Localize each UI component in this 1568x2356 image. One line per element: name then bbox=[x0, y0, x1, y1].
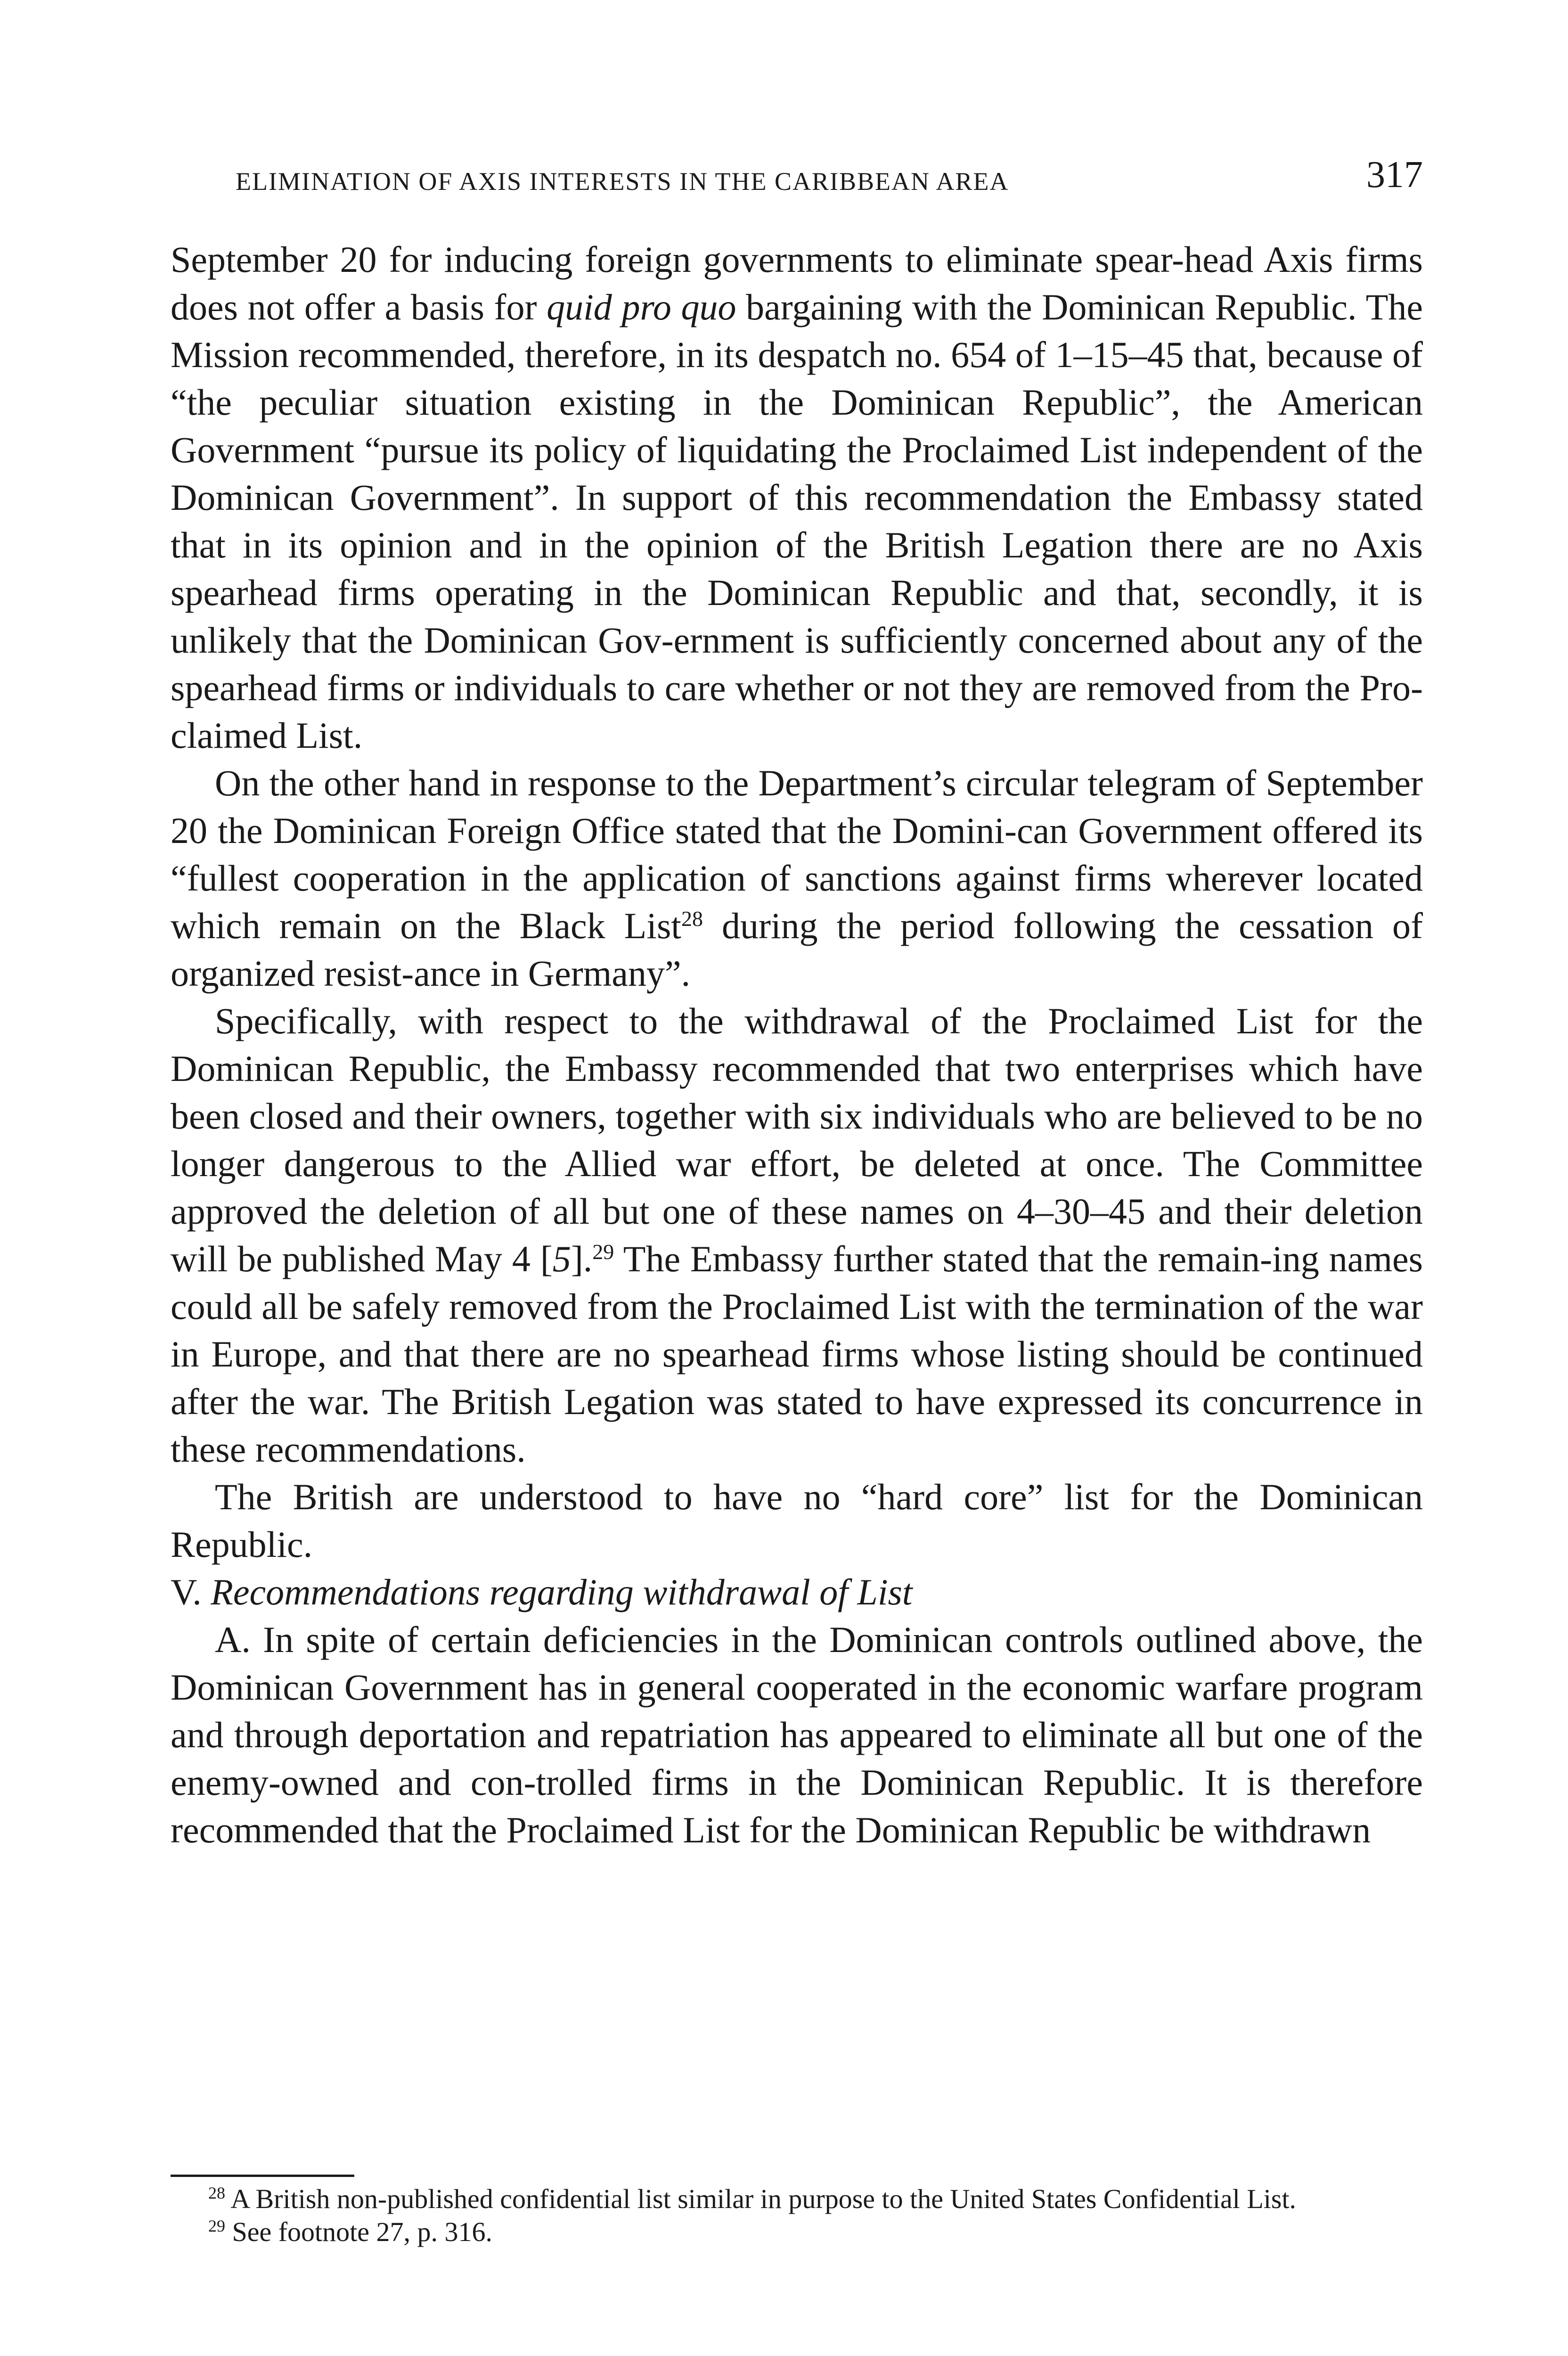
footnote-text: See footnote 27, p. 316. bbox=[232, 2217, 493, 2247]
text-run: A. In spite of certain deficiencies in the Dominican controls outlined above, the Dominican Government has in general cooperated in the economic warfare program and through deportation and repatriation has appeared to eliminate all but one of the enemy-owned and con-trolled firms in the Dominican Republic. It is therefore recommended that the Proclaimed List for the Dominican Republic be withdrawn bbox=[171, 1619, 1423, 1850]
text-run: The British are understood to have no “hard core” list for the Dominican Republic. bbox=[171, 1476, 1423, 1565]
body-text bbox=[171, 236, 1423, 1854]
paragraph bbox=[171, 1616, 1423, 1854]
paragraph bbox=[171, 236, 1423, 759]
text-run: bargaining with the Dominican Republic. The Mission recommended, therefore, in its despatch no. 654 of 1–15–45 that, because of “the peculiar situation existing in the Dominican Republic”, the American Government “pursue its policy of liquidating the Proclaimed List independent of the Dominican Government”. In support of this recommendation the Embassy stated that in its opinion and in the opinion of the British Legation there are no Axis spearhead firms operating in the Dominican Republic and that, secondly, it is unlikely that the Dominican Gov-ernment is sufficiently concerned about any of the spearhead firms or individuals to care whether or not they are removed from the Pro-claimed List. bbox=[171, 286, 1423, 756]
footnote-rule bbox=[171, 2175, 354, 2177]
text-run: ]. bbox=[571, 1238, 593, 1279]
footnote bbox=[171, 2216, 1423, 2249]
text-run: September 20 for inducing foreign governments to eliminate spear-head Axis firms does not offer a basis for bbox=[171, 239, 1423, 327]
footnote bbox=[171, 2183, 1423, 2216]
running-head-title: ELIMINATION OF AXIS INTERESTS IN THE CARIBBEAN AREA bbox=[236, 167, 1009, 196]
text-run: On the other hand in response to the Department’s circular telegram of September 20 the Dominican Foreign Office stated that the Domini-can Government offered its “fullest cooperation in the application of sanctions against firms wherever located which remain on the Black List bbox=[171, 762, 1423, 946]
paragraph bbox=[171, 1473, 1423, 1568]
footnote-marker: 28 bbox=[208, 2184, 225, 2202]
footnote-text: A British non-published confidential list similar in purpose to the United States Confidential List. bbox=[230, 2184, 1297, 2214]
running-head bbox=[236, 151, 1423, 203]
paragraph bbox=[171, 997, 1423, 1473]
section-title: Recommendations regarding withdrawal of List bbox=[211, 1571, 913, 1612]
footnote-reference: 28 bbox=[681, 907, 703, 931]
paragraph bbox=[171, 759, 1423, 997]
page-number: 317 bbox=[1366, 154, 1423, 196]
section-number: V. bbox=[171, 1571, 202, 1612]
text-run: The Embassy further stated that the remain-ing names could all be safely removed from the Proclaimed List with the termination of the war in Europe, and that there are no spearhead firms whose listing should be continued after the war. The British Legation was stated to have expressed its concurrence in these recommendations. bbox=[171, 1238, 1423, 1470]
text-run: during the period following the cessation of organized resist-ance in Germany”. bbox=[171, 905, 1423, 994]
footnote-marker: 29 bbox=[208, 2217, 225, 2235]
footnotes bbox=[171, 2183, 1423, 2249]
section-heading bbox=[171, 1568, 1423, 1616]
footnote-reference: 29 bbox=[592, 1240, 614, 1264]
text-run: Specifically, with respect to the withdrawal of the Proclaimed List for the Dominican Republic, the Embassy recommended that two enterprises which have been closed and their owners, together with six individuals who are believed to be no longer dangerous to the Allied war effort, be deleted at once. The Committee approved the deletion of all but one of these names on 4–30–45 and their deletion will be published May 4 [ bbox=[171, 1000, 1423, 1279]
italic-text: quid pro quo bbox=[547, 286, 736, 327]
italic-text: 5 bbox=[552, 1238, 571, 1279]
